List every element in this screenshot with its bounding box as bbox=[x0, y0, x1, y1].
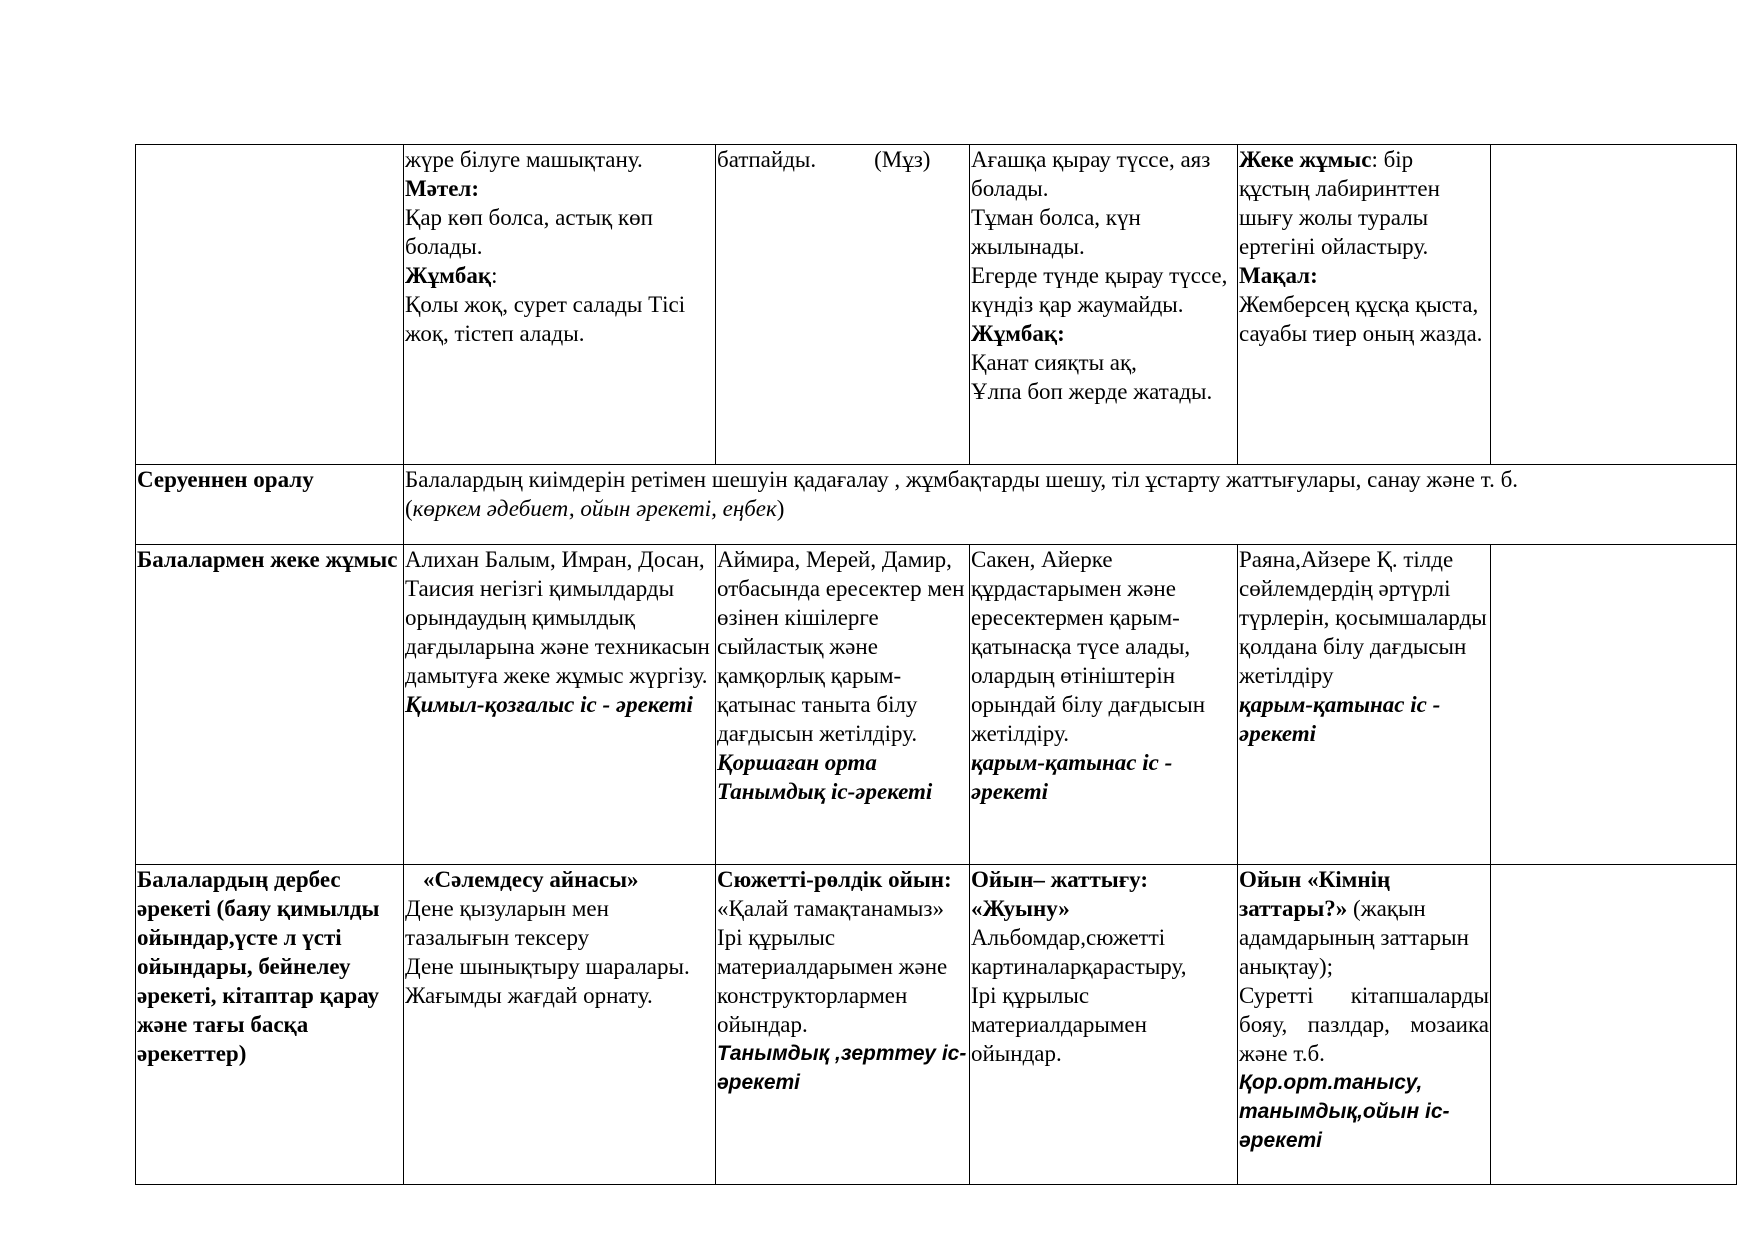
row4-c3-text-1: Альбомдар,сюжетті картиналарқарастыру, bbox=[971, 925, 1187, 979]
row1-cell-1 bbox=[404, 145, 716, 465]
row4-label-cell bbox=[136, 865, 404, 1185]
row3-c3-activity: қарым-қатынас іс - әрекеті bbox=[971, 750, 1173, 804]
row2-label-cell bbox=[136, 465, 404, 545]
row4-label: Балалардың дербес әрекеті (баяу қимылды ойындар,үсте л үсті ойындары, бейнелеу әрекеті, кітаптар қарау және тағы басқа әрекеттер) bbox=[137, 867, 380, 1066]
row3-c2-text: Аймира, Мерей, Дамир, отбасында ересектер мен өзінен кішілерге сыйластық және қамқорлық қарым-қатынас таныта білу дағдысын жетілдіру. bbox=[717, 547, 965, 746]
row2-activity-line bbox=[405, 494, 1735, 523]
row3-c1-text: Алихан Балым, Имран, Досан, Таисия негізгі қимылдарды орындаудың қимылдық дағдыларына және техникасын дамытуға жеке жұмыс жүргізу. bbox=[405, 547, 710, 688]
row1-cell-2 bbox=[716, 145, 970, 465]
row4-c3-heading-1: Ойын– жаттығу: bbox=[971, 867, 1149, 892]
row3-cell-4 bbox=[1238, 545, 1491, 865]
row1-c3-text-1: Ағашқа қырау түссе, аяз болады. bbox=[971, 147, 1211, 201]
row2-open-paren: ( bbox=[405, 496, 413, 521]
row1-cell-4 bbox=[1238, 145, 1491, 465]
row1-c1-line: жүре білуге машықтану. bbox=[405, 147, 643, 172]
row4-cell-5 bbox=[1491, 865, 1737, 1185]
row4-c1-text-3: Жағымды жағдай орнату. bbox=[405, 983, 653, 1008]
riddle-answer: (Мұз) bbox=[874, 147, 931, 172]
row3-c1-activity: Қимыл-қозғалыс іс - әрекеті bbox=[405, 692, 693, 717]
row1-label-cell bbox=[136, 145, 404, 465]
row4-cell-1 bbox=[404, 865, 716, 1185]
proverb-heading: Мәтел: bbox=[405, 176, 479, 201]
row1-c3-text-2: Тұман болса, күн жылынады. bbox=[971, 205, 1141, 259]
row3-c2-activity-1: Қоршаған орта bbox=[717, 750, 877, 775]
row4-c1-text-2: Дене шынықтыру шаралары. bbox=[405, 954, 690, 979]
row4-cell-2 bbox=[716, 865, 970, 1185]
row2-text: Балалардың киімдерін ретімен шешуін қадағалау , жұмбақтарды шешу, тіл ұстарту жаттығулары, санау және т. б. bbox=[405, 467, 1519, 492]
table-row-individual-work bbox=[136, 545, 1737, 865]
riddle-line bbox=[405, 261, 714, 290]
row3-cell-2 bbox=[716, 545, 970, 865]
row4-c1-heading: «Сәлемдесу айнасы» bbox=[423, 867, 639, 892]
row3-label-cell bbox=[136, 545, 404, 865]
row4-c4-text-2: Суретті кітапшаларды бояу, пазлдар, мозаика және т.б. bbox=[1239, 983, 1489, 1066]
row4-c4-heading: Ойын «Кімнің заттары?» bbox=[1239, 867, 1391, 921]
row1-c3-text-4: Қанат сияқты ақ, bbox=[971, 350, 1137, 375]
row3-cell-3 bbox=[970, 545, 1238, 865]
row4-c2-text-2: Ірі құрылыс материалдарымен және конструкторлармен ойындар. bbox=[717, 925, 948, 1037]
row3-label: Балалармен жеке жұмыс bbox=[137, 547, 398, 572]
row4-cell-3 bbox=[970, 865, 1238, 1185]
row3-cell-1 bbox=[404, 545, 716, 865]
table-row-independent-activity bbox=[136, 865, 1737, 1185]
row4-c3-heading-2: «Жуыну» bbox=[971, 896, 1070, 921]
row1-c2-text: батпайды. bbox=[717, 147, 817, 172]
individual-work-text: : бір құстың лабиринттен шығу жолы туралы ертегіні ойластыру. bbox=[1239, 147, 1440, 259]
row4-c4-text-1: (жақын адамдарының заттарын анықтау); bbox=[1239, 896, 1469, 979]
row2-content-cell bbox=[404, 465, 1737, 545]
row3-c2-activity-2: Танымдық іс-әрекеті bbox=[717, 779, 933, 804]
row3-c4-activity: қарым-қатынас іс - әрекеті bbox=[1239, 692, 1441, 746]
riddle-text: Қолы жоқ, сурет салады Тісі жоқ, тістеп алады. bbox=[405, 292, 686, 346]
proverb-text-2: Жемберсең құсқа қыста, сауабы тиер оның жазда. bbox=[1239, 292, 1483, 346]
row4-c4-game-line bbox=[1239, 865, 1489, 981]
riddle-colon: : bbox=[491, 263, 498, 288]
row3-cell-5 bbox=[1491, 545, 1737, 865]
row4-c1-text-1: Дене қызуларын мен тазалығын тексеру bbox=[405, 896, 609, 950]
row3-c3-text: Сакен, Айерке құрдастарымен және ересектермен қарым-қатынасқа түсе алады, олардың өтініштерін орындай білу дағдысын жетілдіру. bbox=[971, 547, 1206, 746]
row4-c3-text-2: Ірі құрылыс материалдарымен ойындар. bbox=[971, 983, 1147, 1066]
row1-c3-text-3: Егерде түнде қырау түссе, күндіз қар жаумайды. bbox=[971, 263, 1228, 317]
row4-c2-heading: Сюжетті-рөлдік ойын: bbox=[717, 867, 952, 892]
riddle-heading-2: Жұмбақ: bbox=[971, 321, 1065, 346]
plan-table bbox=[135, 144, 1737, 1185]
row1-cell-5 bbox=[1491, 145, 1737, 465]
row4-c2-text-1: «Қалай тамақтанамыз» bbox=[717, 896, 944, 921]
row3-c4-text: Раяна,Айзере Қ. тілде сөйлемдердің әртүрлі түрлерін, қосымшаларды қолдана білу дағдысын жетілдіру bbox=[1239, 547, 1487, 688]
row4-c2-activity: Танымдық ,зерттеу іс- әрекеті bbox=[717, 1042, 967, 1094]
proverb-text: Қар көп болса, астық көп болады. bbox=[405, 205, 653, 259]
table-row-walk-continued bbox=[136, 145, 1737, 465]
individual-work-line bbox=[1239, 145, 1489, 261]
row2-label: Серуеннен оралу bbox=[137, 467, 314, 492]
row4-cell-4 bbox=[1238, 865, 1491, 1185]
row1-c3-text-5: Ұлпа боп жерде жатады. bbox=[971, 379, 1213, 404]
table-row-return-from-walk bbox=[136, 465, 1737, 545]
individual-work-heading: Жеке жұмыс bbox=[1239, 147, 1372, 172]
riddle-answer-line bbox=[717, 145, 968, 174]
row4-c4-activity: Қор.орт.танысу, танымдық,ойын іс-әрекеті bbox=[1239, 1071, 1450, 1152]
riddle-heading: Жұмбақ bbox=[405, 263, 492, 288]
proverb-heading-2: Мақал: bbox=[1239, 263, 1318, 288]
row1-cell-3 bbox=[970, 145, 1238, 465]
row2-close-paren: ) bbox=[776, 496, 785, 521]
row2-activities: көркем әдебиет, ойын әрекеті, еңбек bbox=[412, 496, 777, 521]
